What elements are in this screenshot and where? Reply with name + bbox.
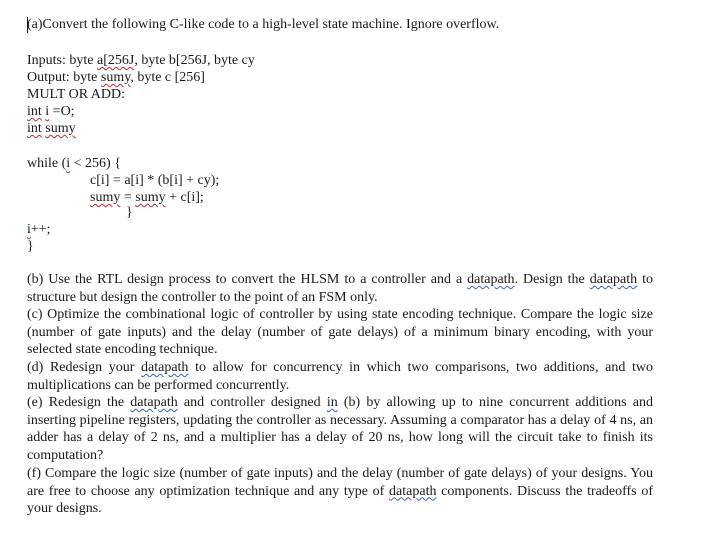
part-f-paragraph bbox=[27, 465, 653, 518]
loop-body-sumy-rhs: sumy bbox=[135, 190, 166, 205]
part-b-paragraph bbox=[27, 271, 653, 306]
loop-body-eq: = bbox=[120, 190, 136, 205]
int-sumy-var: sumy bbox=[45, 121, 76, 136]
int-i-keyword: int bbox=[27, 104, 42, 119]
loop-body-tail: + c[i]; bbox=[165, 190, 204, 205]
loop-body-line-1: c[i] = a[i] * (b[i] + cy); bbox=[90, 173, 220, 188]
part-b-datapath-2: datapath bbox=[589, 272, 638, 287]
part-b-text-3: to structure but design the controller to the point of an FSM only. bbox=[27, 272, 654, 305]
part-d-text-1: (d) Redesign your bbox=[27, 360, 142, 375]
part-d-paragraph bbox=[27, 359, 653, 394]
part-e-in-word: in bbox=[326, 395, 338, 410]
part-d-text-2: to allow for concurrency in which two comparisons, two additions, and two multiplications can be performed concurrently. bbox=[27, 360, 653, 393]
inputs-line bbox=[27, 52, 255, 69]
part-d-datapath: datapath bbox=[141, 360, 189, 375]
part-b-datapath-1: datapath bbox=[467, 272, 515, 287]
part-e-datapath: datapath bbox=[130, 395, 178, 410]
part-c-paragraph: (c) Optimize the combinational logic of controller by using state encoding technique. Compare the logic size (number of gate inputs) and the delay (number of gate delays) of a minimum binary encoding, with your selected state encoding technique. bbox=[27, 307, 653, 358]
inputs-rest: , byte b[256J, byte cy bbox=[134, 53, 255, 68]
outputs-line bbox=[27, 69, 205, 86]
part-f-text-2: components. Discuss the tradeoffs of your designs. bbox=[27, 483, 654, 517]
increment-line bbox=[27, 221, 51, 238]
int-sumy-line bbox=[27, 120, 76, 137]
outputs-rest: , byte c [256] bbox=[130, 70, 205, 85]
outputs-sumy: sumy bbox=[100, 70, 131, 85]
part-f-datapath: datapath bbox=[389, 483, 437, 499]
part-e-paragraph bbox=[27, 394, 653, 464]
increment-rest: ++; bbox=[30, 222, 51, 237]
increment-var: i bbox=[27, 222, 31, 237]
mult-or-add-line: MULT OR ADD: bbox=[27, 87, 126, 102]
inputs-prefix: Inputs: byte bbox=[27, 53, 97, 68]
loop-body-line-2 bbox=[90, 189, 204, 206]
int-sumy-keyword: int bbox=[27, 121, 42, 136]
part-b-text-1: (b) Use the RTL design process to convert the HLSM to a controller and a bbox=[27, 272, 468, 287]
part-e-text-2: and controller designed bbox=[177, 395, 327, 410]
int-i-line bbox=[27, 103, 75, 120]
int-i-var: i bbox=[45, 104, 50, 119]
loop-body-sumy-lhs: sumy bbox=[90, 190, 121, 205]
while-line bbox=[27, 155, 121, 172]
while-var: i bbox=[66, 156, 71, 171]
while-rest: < 256) { bbox=[70, 156, 121, 171]
inputs-array-a: a[256J bbox=[97, 53, 135, 68]
outputs-prefix: Output: byte bbox=[27, 70, 101, 85]
part-a-heading: (a)Convert the following C-like code to a high-level state machine. Ignore overflow. bbox=[27, 17, 500, 32]
part-e-text-3: (b) by allowing up to nine concurrent additions and inserting pipeline registers, updating the controller as necessary. Assuming a comparator has a delay of 4 ns, an adder has a delay of 2 ns, and a multiplier has a delay of 20 ns, how long will the circuit take to finish its computation? bbox=[27, 395, 653, 463]
int-i-rest: =O; bbox=[49, 104, 75, 119]
while-prefix: while ( bbox=[27, 156, 67, 171]
part-e-text-1: (e) Redesign the bbox=[27, 395, 131, 410]
outer-close-brace: } bbox=[27, 239, 34, 254]
part-f-text-1: (f) Compare the logic size (number of gate inputs) and the delay (number of gate delays) of your designs. You are free to choose any optimization technique and any type of bbox=[27, 466, 653, 499]
inner-close-brace: } bbox=[126, 205, 133, 220]
part-b-text-2: . Design the bbox=[514, 272, 590, 287]
